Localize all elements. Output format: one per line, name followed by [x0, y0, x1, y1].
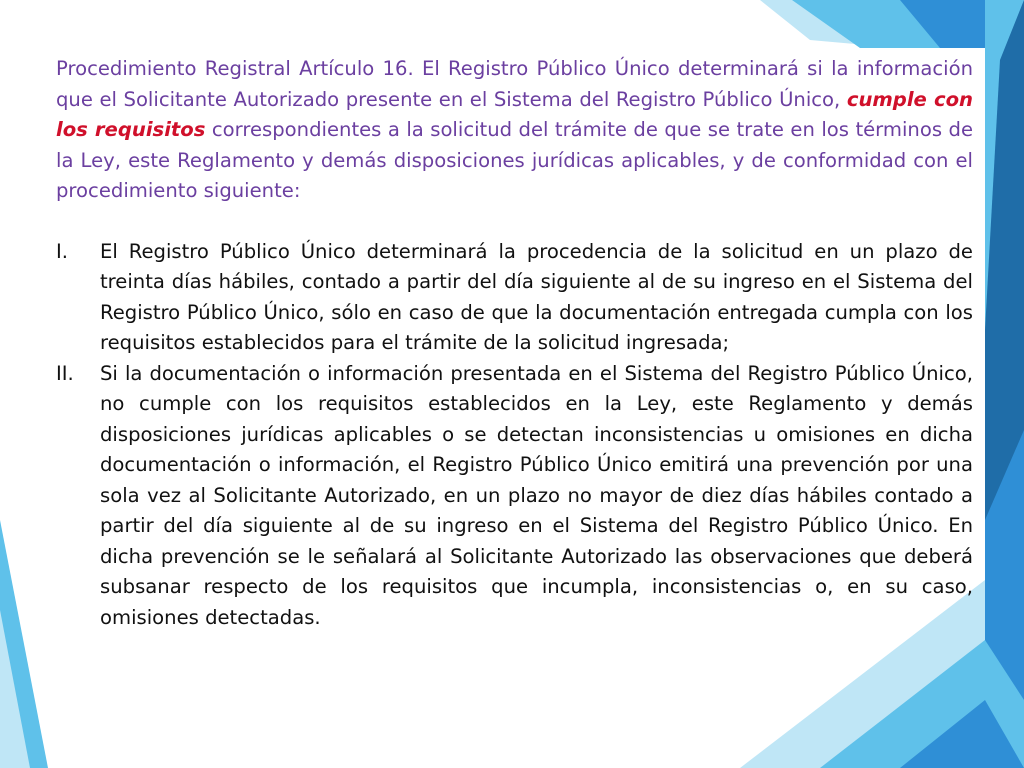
list-item-i [56, 237, 973, 359]
list-item-ii [56, 359, 973, 634]
list-item-text: El Registro Público Único determinará la procedencia de la solicitud en un plazo de treinta días hábiles, contado a partir del día siguiente al de su ingreso en el Sistema del Registro Público Único, sólo en caso de que la documentación entregada cumpla con los requisitos establecidos para el trámite de la solicitud ingresada; [100, 239, 973, 354]
intro-emphasis: cumple con los requisitos [56, 87, 974, 141]
slide-content [56, 54, 973, 633]
intro-text-before: Procedimiento Registral Artículo 16. El Registro Público Único determinará si la información que el Solicitante Autorizado presente en el Sistema del Registro Público Único, [56, 57, 973, 111]
list-item-text: Si la documentación o información presentada en el Sistema del Registro Público Único, no cumple con los requisitos establecidos en la Ley, este Reglamento y demás disposiciones jurídicas aplicables o se detectan inconsistencias u omisiones en dicha documentación o información, el Registro Público Único emitirá una prevención por una sola vez al Solicitante Autorizado, en un plazo no mayor de diez días hábiles contado a partir del día siguiente al de su ingreso en el Sistema del Registro Público Único. En dicha prevención se le señalará al Solicitante Autorizado las observaciones que deberá subsanar respecto de los requisitos que incumpla, inconsistencias o, en su caso, omisiones detectadas. [100, 361, 973, 629]
intro-paragraph [56, 54, 973, 207]
intro-text-after: correspondientes a la solicitud del trámite de que se trate en los términos de la Ley, este Reglamento y demás disposiciones jurídicas aplicables, y de conformidad con el procedimiento siguiente: [56, 118, 973, 202]
list-numeral: II. [56, 361, 74, 385]
procedure-list [56, 237, 973, 634]
list-numeral: I. [56, 239, 69, 263]
